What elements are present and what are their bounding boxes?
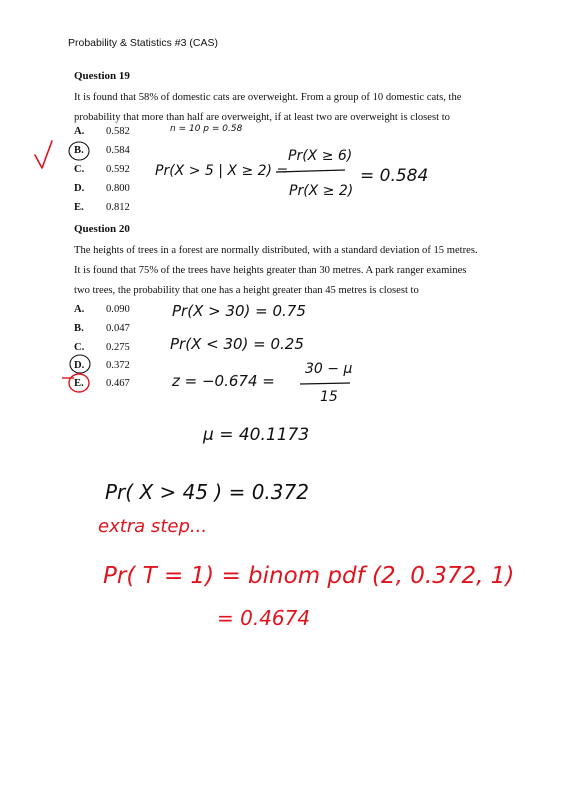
q20-option-b-value: 0.047: [106, 323, 130, 334]
question-19-line-2: probability that more than half are overweight, if at least two are overweight is closest to: [74, 112, 450, 123]
q20-z-numerator: 30 − μ: [305, 361, 353, 377]
question-19-line-1: It is found that 58% of domestic cats are overweight. From a group of 10 domestic cats, the: [74, 92, 462, 103]
q19-red-tick-mark: [35, 141, 52, 168]
q20-binomial-line: Pr( T = 1) = binom pdf (2, 0.372, 1): [103, 563, 515, 589]
q20-final-answer: = 0.4674: [217, 606, 311, 630]
question-20-title: Question 20: [74, 223, 130, 235]
question-20-line-1: The heights of trees in a forest are normally distributed, with a standard deviation of 15 metres.: [74, 245, 478, 256]
q19-answer-b-circle: [69, 142, 89, 160]
q20-answer-d-circle: [70, 355, 90, 373]
q20-z-lhs: z = −0.674 =: [172, 372, 275, 390]
q20-option-d-value: 0.372: [106, 360, 130, 371]
q19-option-e-letter: E.: [74, 202, 84, 213]
page-header: Probability & Statistics #3 (CAS): [68, 37, 218, 49]
q19-denominator: Pr(X ≥ 2): [289, 183, 354, 199]
q20-option-b-letter: B.: [74, 323, 84, 334]
q19-option-c-value: 0.592: [106, 164, 130, 175]
q19-result: = 0.584: [360, 166, 429, 186]
q19-given-note: n = 10 p = 0.58: [170, 124, 243, 134]
q19-option-e-value: 0.812: [106, 202, 130, 213]
q20-option-e-letter: E.: [74, 378, 84, 389]
q19-option-a-value: 0.582: [106, 126, 130, 137]
q20-work-line-4: Pr( X > 45 ) = 0.372: [105, 480, 309, 504]
q19-numerator: Pr(X ≥ 6): [288, 148, 353, 164]
q20-option-e-value: 0.467: [106, 378, 130, 389]
q20-extra-step-note: extra step...: [98, 516, 208, 537]
q19-fraction-bar: [276, 170, 345, 172]
question-20-line-2: It is found that 75% of the trees have heights greater than 30 metres. A park ranger examines: [74, 265, 467, 276]
q20-answer-e-circle: [69, 374, 89, 392]
q19-option-c-letter: C.: [74, 164, 85, 175]
q19-option-a-letter: A.: [74, 126, 85, 137]
q19-option-d-letter: D.: [74, 183, 85, 194]
q20-option-c-value: 0.275: [106, 342, 130, 353]
q19-option-b-letter: B.: [74, 145, 84, 156]
q20-option-a-value: 0.090: [106, 304, 130, 315]
q19-option-d-value: 0.800: [106, 183, 130, 194]
q20-work-line-2: Pr(X < 30) = 0.25: [170, 335, 304, 353]
q20-work-line-1: Pr(X > 30) = 0.75: [172, 302, 306, 320]
q20-z-fraction-bar: [300, 383, 350, 384]
q19-option-b-value: 0.584: [106, 145, 130, 156]
q20-option-d-letter: D.: [74, 360, 85, 371]
q20-mu-value: μ = 40.1173: [203, 425, 310, 445]
question-19-title: Question 19: [74, 70, 130, 82]
question-20-line-3: two trees, the probability that one has a height greater than 45 metres is closest to: [74, 285, 419, 296]
q19-conditional-lhs: Pr(X > 5 | X ≥ 2) =: [155, 163, 289, 179]
q20-z-denominator: 15: [320, 389, 338, 405]
q20-option-c-letter: C.: [74, 342, 85, 353]
q20-option-a-letter: A.: [74, 304, 85, 315]
